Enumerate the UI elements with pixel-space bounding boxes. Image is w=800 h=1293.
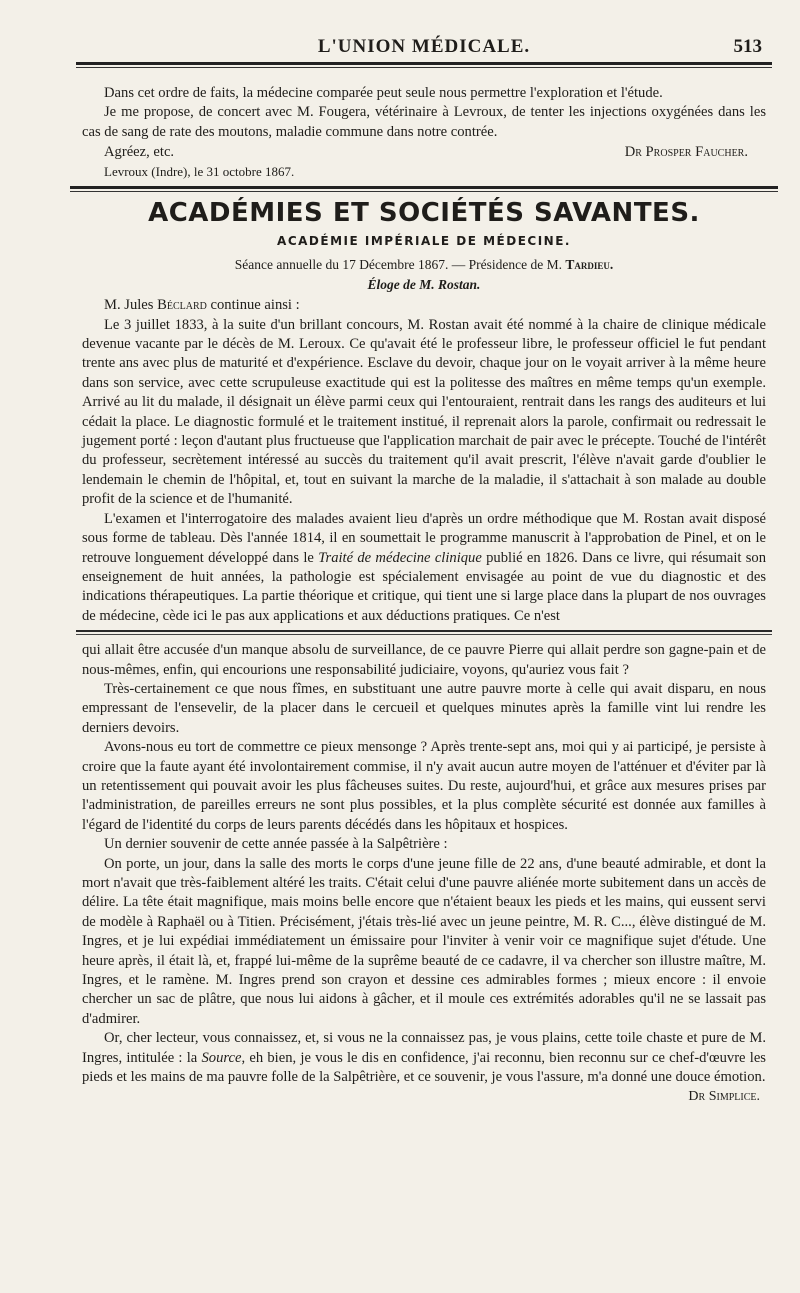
book-title: Traité de médecine clinique bbox=[318, 549, 482, 566]
feuilleton-paragraph: On porte, un jour, dans la salle des morts le corps d'une jeune fille de 22 ans, d'une beauté admirable, et dont la mort n'avait que très-faiblement altéré les traits. C'était celui d'une pauvre aliénée morte subitement dans un accès de délire. La tête était magnifique, mais moins belle encore que n'étaient beaux les pieds et les mains, qui eussent servi de modèle à Raphaël ou à Titien. Précisément, j'étais très-lié avec un jeune peintre, M. R. C..., élève distingué de M. Ingres, et je lui expédiai immédiatement un émissaire pour l'inviter à venir voir ce magnifique sujet d'étude. Une heure après, il était là, et, frappé lui-même de la suprême beauté de ce cadavre, il va chercher son illustre maître, M. Ingres, et le ramène. M. Ingres prend son crayon et dessine ces admirables formes ; mieux encore : il envoie chercher un sac de plâtre, que nous lui aidons à gâcher, et il moule ces extrémités adorables qu'il ne se lassait pas d'admirer. bbox=[82, 855, 766, 1027]
eloge-text: L'examen et l'interrogatoire des malades avaient lieu d'après un ordre méthodique que M. Rostan avait disposé sous forme de tableau. Dès l'année 1814, il en soumettait le programme manuscrit à l'approbation de Pinel, et on le retrouve longuement développé dans le bbox=[82, 510, 766, 566]
session-line bbox=[82, 256, 766, 274]
section-title: ACADÉMIES ET SOCIÉTÉS SAVANTES. bbox=[148, 198, 700, 229]
letter-paragraph: Dans cet ordre de faits, la médecine comparée peut seule nous permettre l'exploration et l'étude. bbox=[104, 85, 663, 101]
letter-signature: Dr Prosper Faucher. bbox=[624, 144, 748, 161]
feuilleton-paragraph: Avons-nous eu tort de commettre ce pieux mensonge ? Après trente-sept ans, moi qui y ai participé, je persiste à croire que la faute ayant été involontairement commise, il n'y avait aucun autre moyen de l'atténuer et d'éviter par là un retentissement qui pouvait avoir les plus fâcheuses suites. Du reste, aujourd'hui, et grâce aux mesures prises par l'administration, de pareilles erreurs ne sont plus possibles, et la plus complète sécurité est donnée aux familles à l'égard de l'identité du corps de leurs parents décédés dans les hôpitaux et hospices. bbox=[82, 739, 766, 833]
session-president: Tardieu. bbox=[565, 257, 614, 273]
section-rule bbox=[76, 186, 772, 192]
feuilleton-divider bbox=[76, 630, 772, 635]
subsection-title: ACADÉMIE IMPÉRIALE DE MÉDECINE. bbox=[277, 234, 571, 249]
feuilleton-text: , eh bien, je vous le dis en confidence, j'ai reconnu, bien reconnu sur ce chef-d'œuvre les pieds et les mains de ma pauvre folle de la Salpêtrière, et ce souvenir, je vous l'assure, m'a donné une douce émotion. bbox=[82, 1049, 766, 1086]
letter-closing-row bbox=[82, 142, 766, 162]
header-rule bbox=[76, 62, 772, 65]
eloge-paragraph bbox=[82, 510, 766, 626]
letter-block bbox=[82, 84, 766, 181]
feuilleton-signature: Dr Simplice. bbox=[688, 1089, 760, 1105]
journal-title: L'UNION MÉDICALE. bbox=[317, 36, 531, 57]
feuilleton-paragraph: qui allait être accusée d'un manque absolu de surveillance, de ce pauvre Pierre qui allait perdre son gagne-pain et de nous-mêmes, enfin, qui encourions une responsabilité judiciaire, voyons, qu'auriez vous fait ? bbox=[82, 642, 766, 678]
page-number: 513 bbox=[733, 36, 762, 57]
feuilleton-paragraph: Très-certainement ce que nous fîmes, en substituant une autre pauvre morte à celle qui avait disparu, en nous empressant de l'ensevelir, de la placer dans le cercueil et quelques minutes après la famille vint lui rendre les derniers devoirs. bbox=[82, 680, 766, 736]
page-header bbox=[82, 0, 766, 62]
session-text: Séance annuelle du 17 Décembre 1867. — Présidence de M. bbox=[234, 257, 562, 273]
intro-prefix: M. Jules bbox=[104, 297, 154, 314]
intro-suffix: continue ainsi : bbox=[210, 297, 300, 314]
eloge-paragraph: Le 3 juillet 1833, à la suite d'un brillant concours, M. Rostan avait été nommé à la chaire de clinique médicale devenue vacante par le décès de M. Leroux. Ce qu'avait été le professeur libre, le professeur officiel le fut pendant trente ans avec plus de maturité et d'expérience. Esclave du devoir, chaque jour on le voyait arriver à la même heure dans son service, avec cette scrupuleuse exactitude qui est la politesse des maîtres en même temps qu'un exemple. Arrivé au lit du malade, il désignait un élève parmi ceux qui l'entouraient, rentrait dans les rangs des auditeurs et lui cédait la place. Le diagnostic formulé et le traitement institué, il reprenait alors la parole, confirmait ou redressait le jugement porté : leçon d'autant plus fructueuse que l'application marchait de pair avec le précepte. Touché de l'intérêt du professeur, secrètement intéressé au succès du traitement qu'il avait prescrit, l'élève n'avait garde d'oublier le lendemain le chemin de l'hôpital, et, tout en suivant la marche de la maladie, il s'attachait à son malade au double profit de la science et de l'humanité. bbox=[82, 316, 766, 508]
letter-paragraph: Je me propose, de concert avec M. Fougera, vétérinaire à Levroux, de tenter les injections oxygénées dans les cas de sang de rate des moutons, maladie commune dans notre contrée. bbox=[82, 104, 766, 140]
feuilleton-paragraph bbox=[82, 1029, 766, 1087]
feuilleton-paragraph: Un dernier souvenir de cette année passée à la Salpêtrière : bbox=[104, 836, 448, 853]
intro-name: Béclard bbox=[157, 297, 207, 314]
eloge-intro bbox=[82, 296, 766, 315]
painting-title: Source bbox=[201, 1049, 242, 1066]
eloge-text: publié en 1826. Dans ce livre, qui résumait son enseignement de huit années, la pathologie est spécialement envisagée au point de vue du diagnostic et des indications thérapeutiques. La partie théorique et critique, qui tient une si large place dans la plupart de nos ouvrages de médecine, cède ici le pas aux applications et aux déductions pratiques. Ce n'est bbox=[82, 549, 767, 624]
feuilleton-text: Or, cher lecteur, vous connaissez, et, si vous ne la connaissez pas, je vous plains, cette toile chaste et pure de M. Ingres, intitulée : la bbox=[82, 1030, 766, 1066]
header-rule-thin bbox=[76, 67, 772, 68]
letter-closing: Agréez, etc. bbox=[104, 144, 175, 161]
letter-place-date: Levroux (Indre), le 31 octobre 1867. bbox=[104, 164, 295, 180]
eloge-title: Éloge de M. Rostan. bbox=[367, 277, 481, 293]
